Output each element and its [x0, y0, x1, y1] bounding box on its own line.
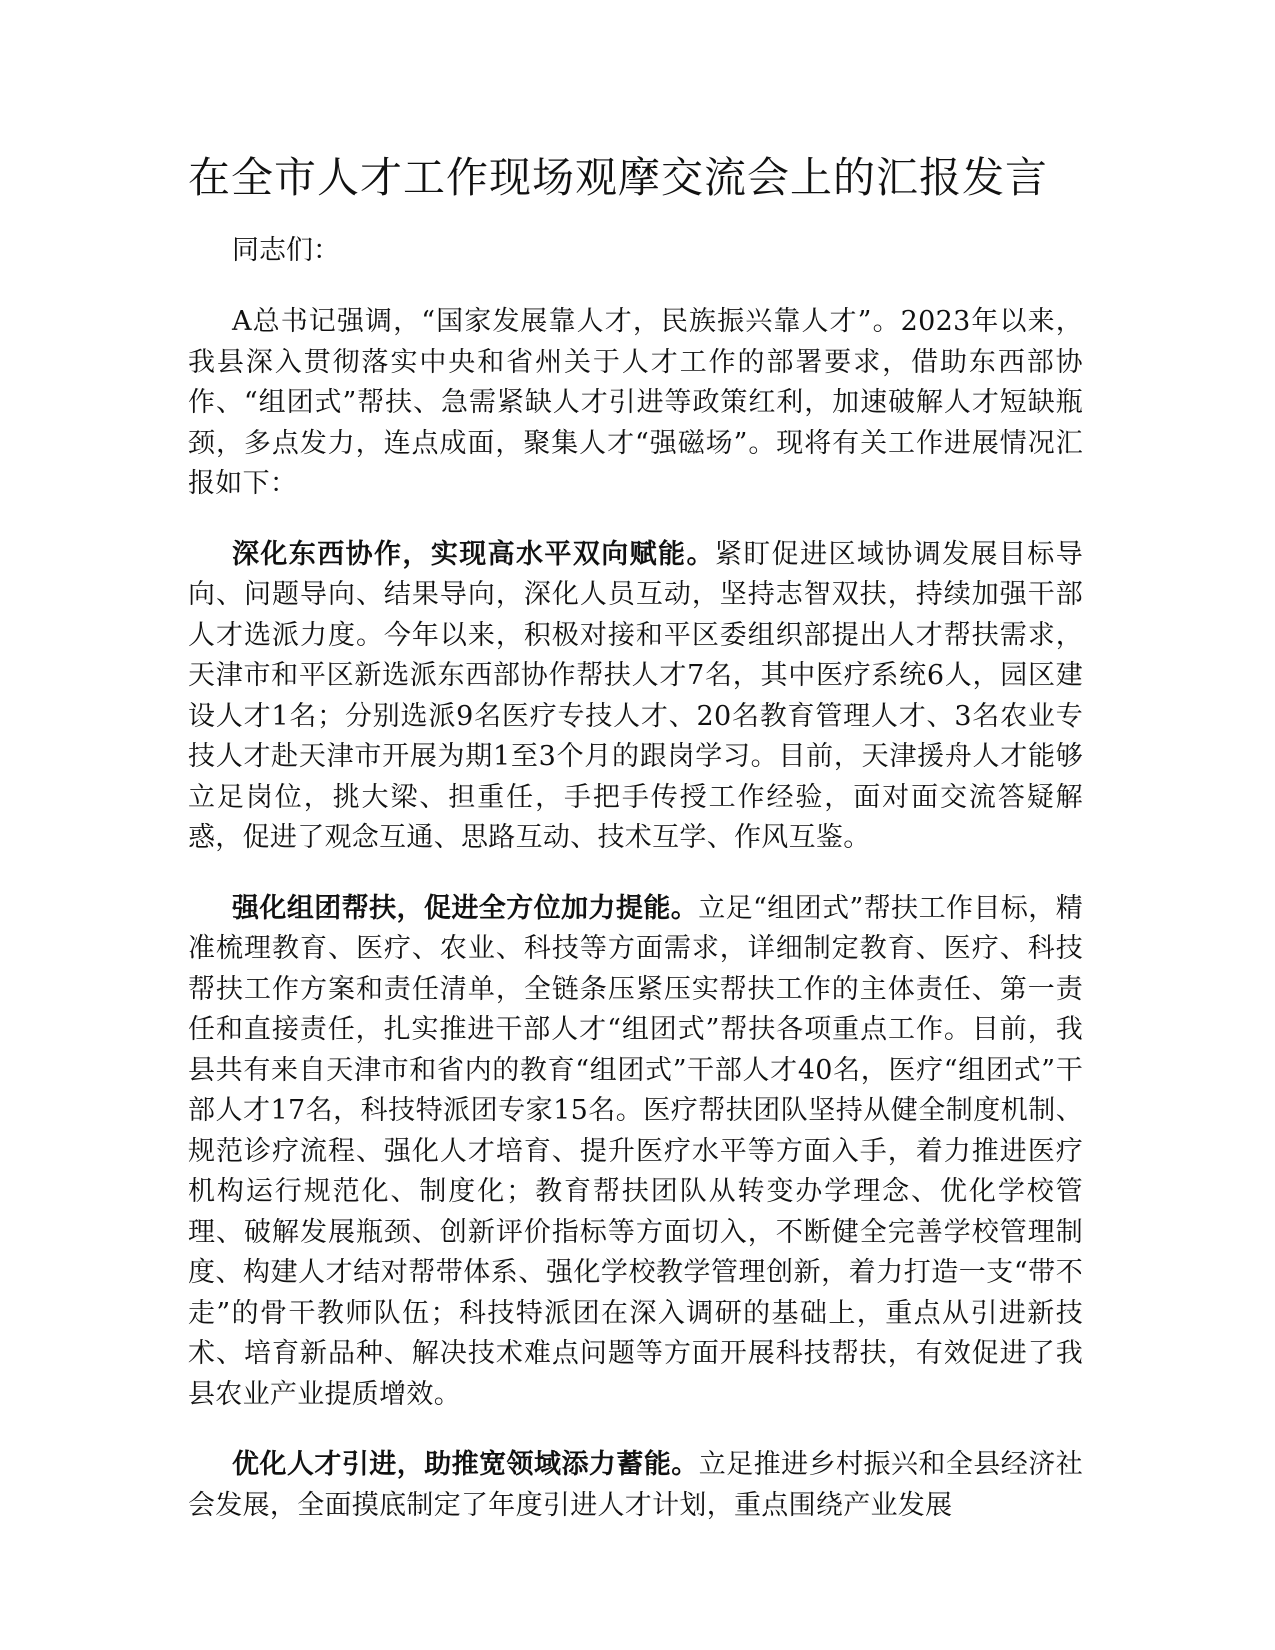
paragraph-lead: 优化人才引进，助推宽领域添力蓄能。	[232, 1449, 699, 1480]
paragraph-intro	[188, 302, 1083, 505]
paragraph-body: 紧盯促进区域协调发展目标导向、问题导向、结果导向，深化人员互动，坚持志智双扶，持续加强干部人才选派力度。今年以来，积极对接和平区委组织部提出人才帮扶需求，天津市和平区新选派东西部协作帮扶人才7名，其中医疗系统6人，园区建设人才1名；分别选派9名医疗专技人才、20名教育管理人才、3名农业专技人才赴天津市开展为期1至3个月的跟岗学习。目前，天津援舟人才能够立足岗位，挑大梁、担重任，手把手传授工作经验，面对面交流答疑解惑，促进了观念互通、思路互动、技术互学、作风互鉴。	[188, 538, 1083, 853]
salutation: 同志们：	[232, 235, 340, 266]
document-page	[188, 148, 1083, 1526]
paragraph-talent-introduction	[188, 1445, 1083, 1526]
paragraph-body: 立足推进乡村振兴和全县经济社会发展，全面摸底制定了年度引进人才计划，重点围绕产业发展	[188, 1449, 1083, 1521]
paragraph-east-west-cooperation	[188, 535, 1083, 859]
paragraph-lead: 深化东西协作，实现高水平双向赋能。	[232, 538, 715, 570]
document-title: 在全市人才工作现场观摩交流会上的汇报发言	[188, 153, 1049, 202]
paragraph-lead: 强化组团帮扶，促进全方位加力提能。	[232, 892, 699, 924]
paragraph-group-assistance	[188, 889, 1083, 1416]
paragraph-body: 立足“组团式”帮扶工作目标，精准梳理教育、医疗、农业、科技等方面需求，详细制定教育、医疗、科技帮扶工作方案和责任清单，全链条压紧压实帮扶工作的主体责任、第一责任和直接责任，扎实推进干部人才“组团式”帮扶各项重点工作。目前，我县共有来自天津市和省内的教育“组团式”干部人才40名，医疗“组团式”干部人才17名，科技特派团专家15名。医疗帮扶团队坚持从健全制度机制、规范诊疗流程、强化人才培育、提升医疗水平等方面入手，着力推进医疗机构运行规范化、制度化；教育帮扶团队从转变办学理念、优化学校管理、破解发展瓶颈、创新评价指标等方面切入，不断健全完善学校管理制度、构建人才结对帮带体系、强化学校教学管理创新，着力打造一支“带不走”的骨干教师队伍；科技特派团在深入调研的基础上，重点从引进新技术、培育新品种、解决技术难点问题等方面开展科技帮扶，有效促进了我县农业产业提质增效。	[188, 892, 1084, 1410]
paragraph-body: A总书记强调，“国家发展靠人才，民族振兴靠人才”。2023年以来，我县深入贯彻落实中央和省州关于人才工作的部署要求，借助东西部协作、“组团式”帮扶、急需紧缺人才引进等政策红利，加速破解人才短缺瓶颈，多点发力，连点成面，聚集人才“强磁场”。现将有关工作进展情况汇报如下：	[188, 306, 1083, 499]
